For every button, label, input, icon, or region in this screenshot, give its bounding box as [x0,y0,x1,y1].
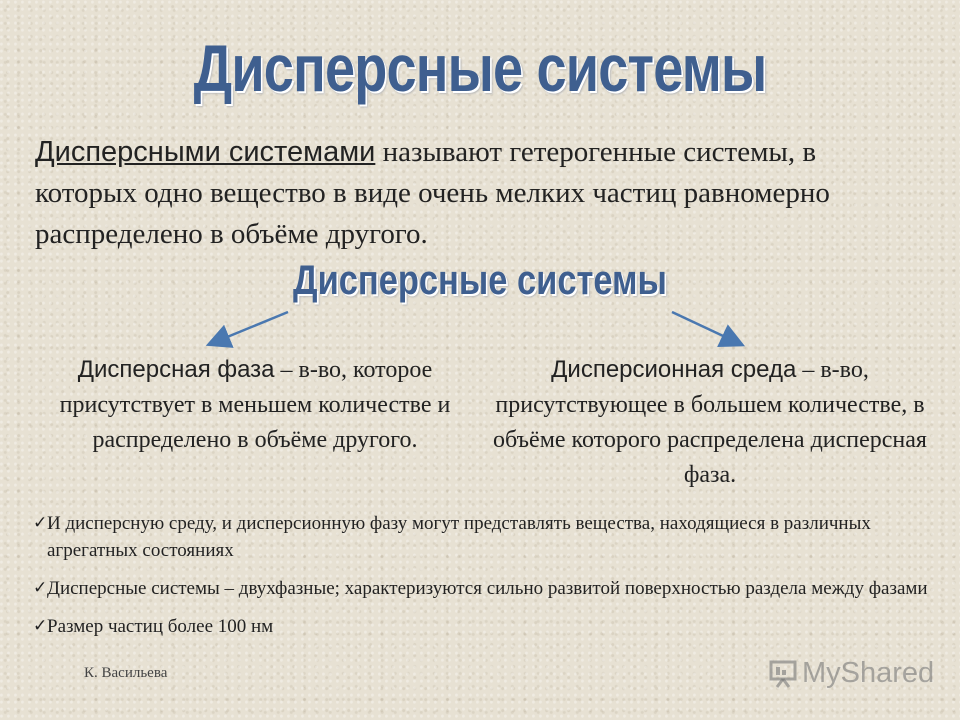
dispersed-phase-block [30,352,480,458]
dispersion-medium-text: – в-во, присутствующее в большем количестве, в объёме которого распределена дисперсная фаза. [493,357,927,488]
bullet-text: Дисперсные системы – двухфазные; характеризуются сильно развитой поверхностью раздела между фазами [47,578,928,599]
list-item [33,613,933,640]
definition-term: Дисперсными системами [35,136,376,168]
definition-text: называют гетерогенные системы, в которых одно вещество в виде очень мелких частиц равномерно распределено в объёме другого. [35,136,830,250]
list-item [33,575,933,602]
right-arrow [672,312,736,342]
dispersion-medium-block [490,352,930,493]
bullet-text: Размер частиц более 100 нм [47,616,274,637]
logo-text: MyShared [802,657,935,689]
diagram-heading: Дисперсные системы [293,256,667,303]
list-item [33,510,933,564]
bullet-text: И дисперсную среду, и дисперсионную фазу могут представлять вещества, находящиеся в различных агрегатных состояниях [47,513,871,561]
dispersion-medium-term: Дисперсионная среда [551,356,797,383]
author-label: К. Васильева [84,665,168,681]
presentation-board-icon [768,659,798,689]
check-icon: ✓ [33,616,48,636]
left-arrow [215,312,288,342]
page-title: Дисперсные системы [193,31,767,105]
dispersed-phase-text: – в-во, которое присутствует в меньшем количестве и распределено в объёме другого. [59,357,451,453]
check-icon: ✓ [33,513,48,533]
dispersed-phase-term: Дисперсная фаза [77,356,275,383]
myshared-logo [768,657,934,690]
bullet-list [33,510,933,651]
check-icon: ✓ [33,578,48,598]
